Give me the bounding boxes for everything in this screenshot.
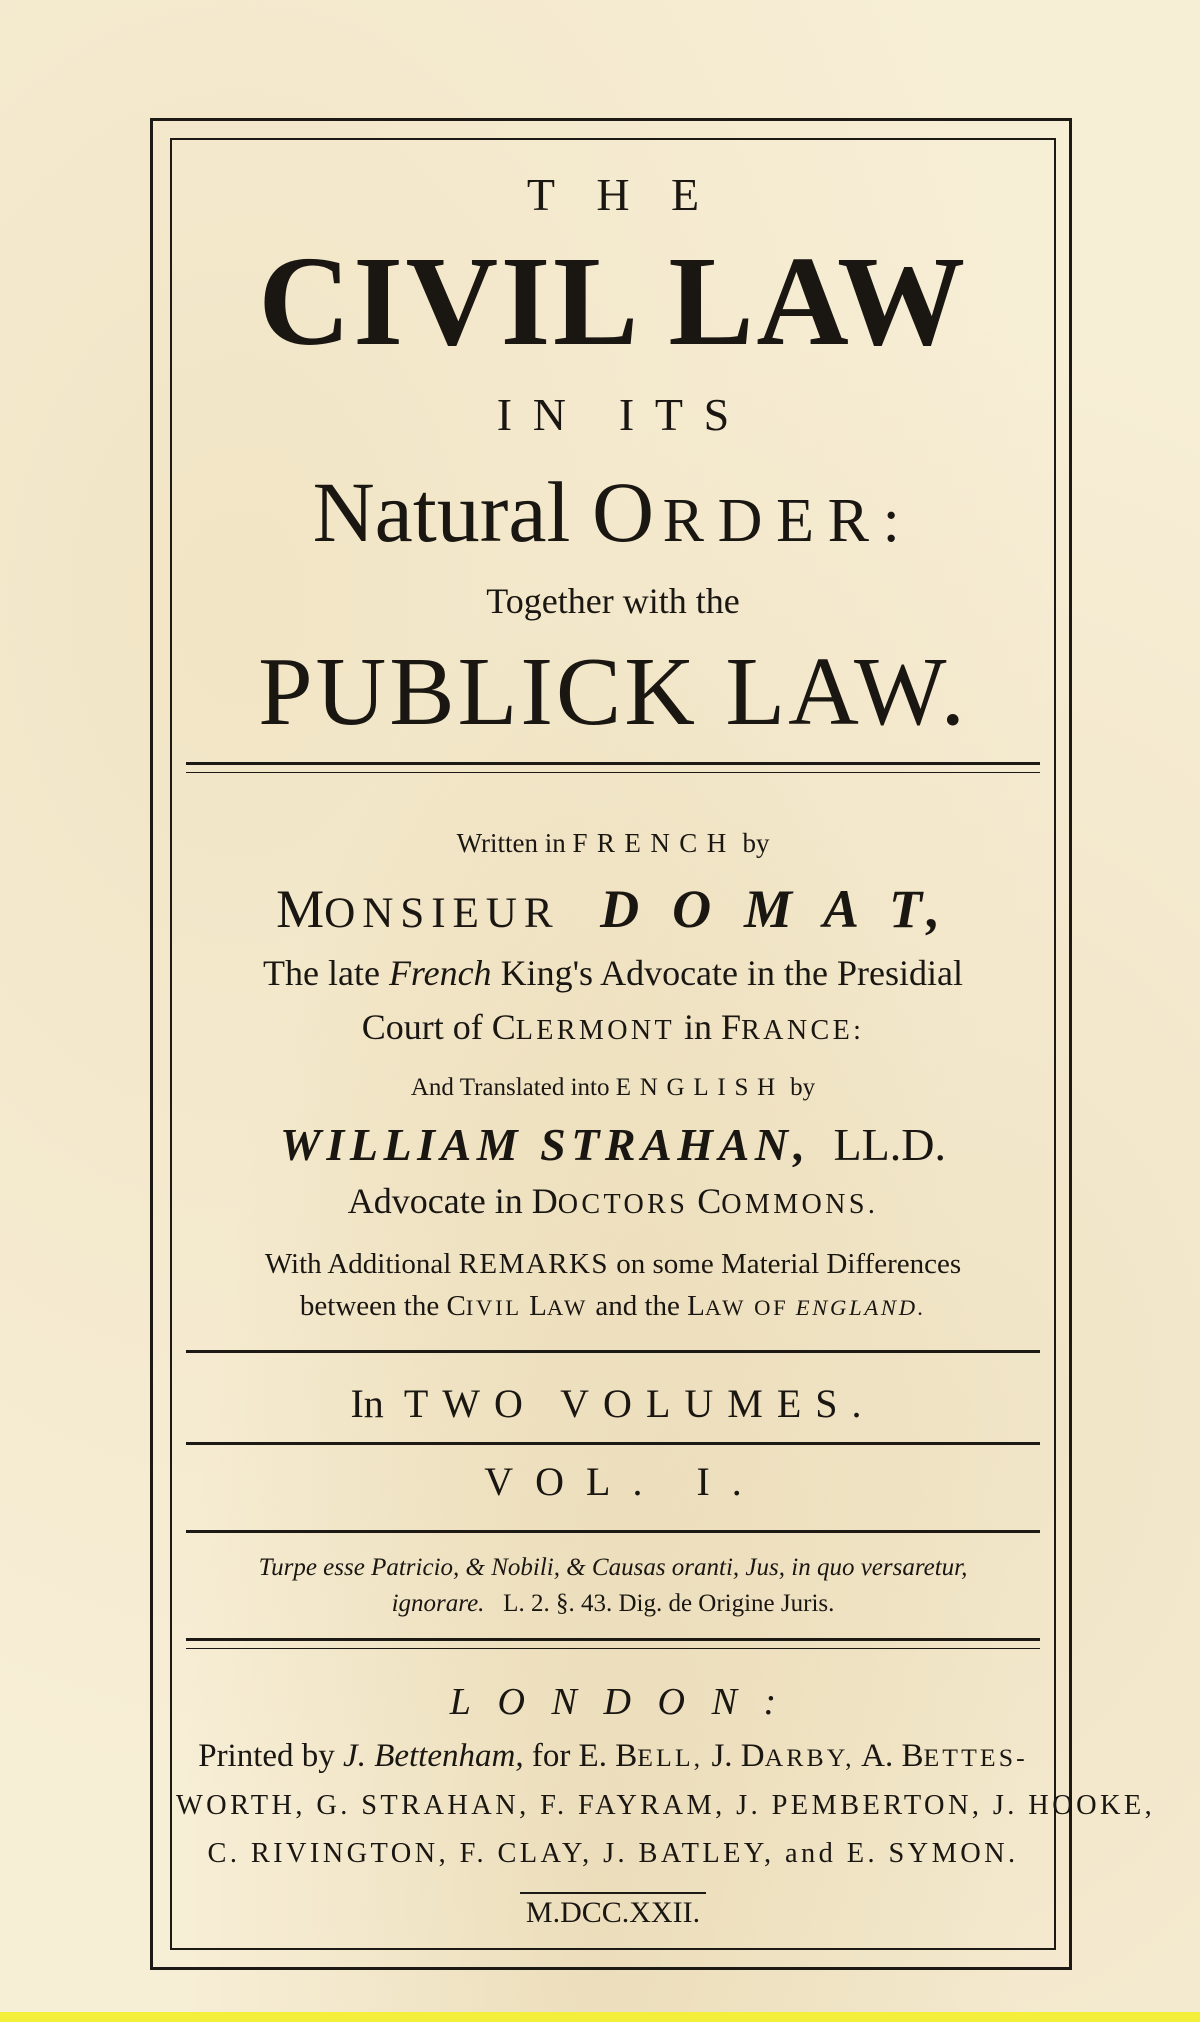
clermont-rest: LERMONT <box>515 1015 676 1046</box>
two-volumes <box>176 1380 1050 1427</box>
author-description <box>176 952 1050 994</box>
darby-rest: ARBY, <box>764 1743 855 1772</box>
doctors-rest: OCTORS <box>557 1189 689 1220</box>
monsieur-initial: M <box>276 879 325 939</box>
two-volumes-text: TWO VOLUMES. <box>403 1381 876 1426</box>
imprint-names-3: C. RIVINGTON, F. CLAY, J. BATLEY, and E. SYMON. <box>207 1838 1019 1869</box>
rem2-and: and the <box>595 1290 680 1322</box>
written-language: FRENCH <box>572 828 736 858</box>
motto-line-2 <box>176 1590 1050 1618</box>
law-of-initial: L <box>687 1290 705 1322</box>
bell-rest: ELL, <box>637 1743 704 1772</box>
title-publick-law: PUBLICK LAW. <box>258 638 968 746</box>
bell-initial: for E. B <box>531 1738 638 1774</box>
written-in-french <box>176 828 1050 859</box>
divider-rule <box>186 1442 1040 1445</box>
commons-rest: OMMONS. <box>721 1189 879 1220</box>
remarks-word: REMARKS <box>458 1248 609 1280</box>
trans-language: ENGLISH <box>615 1074 784 1101</box>
remarks-prefix: With Additional <box>264 1248 452 1280</box>
written-by: by <box>742 828 770 858</box>
advocate-prefix: Advocate in <box>347 1181 523 1221</box>
date-text: M.DCC.XXII. <box>520 1892 706 1930</box>
title-civil-law: CIVIL LAW <box>258 230 968 372</box>
imprint-line-2 <box>176 1786 1156 1823</box>
publication-date <box>176 1892 1050 1930</box>
remarks-line-2 <box>176 1290 1050 1323</box>
clermont-initial: C <box>491 1007 516 1047</box>
together-with: Together with the <box>486 581 740 621</box>
civil-rest: IVIL <box>465 1295 522 1320</box>
motto-ignorare: ignorare. <box>391 1590 485 1617</box>
law-of-rest: AW OF <box>704 1295 789 1320</box>
late-french: French <box>388 953 492 993</box>
law-initial: L <box>529 1290 547 1322</box>
advocate-line <box>176 1180 1050 1222</box>
doctors-initial: D <box>531 1181 558 1221</box>
title-in-its: IN ITS <box>496 389 750 440</box>
trans-by: by <box>790 1074 816 1101</box>
motto-reference: L. 2. §. 43. Dig. de Origine Juris. <box>503 1590 835 1617</box>
divider-rule <box>186 762 1040 765</box>
written-prefix: Written in <box>456 828 566 858</box>
order-rest: RDER: <box>662 487 914 555</box>
divider-rule <box>186 772 1040 773</box>
author-surname: D O M A T, <box>600 879 950 939</box>
france-rest: RANCE: <box>741 1015 865 1046</box>
translator-degree: LL.D. <box>833 1119 946 1170</box>
commons-initial: C <box>697 1181 722 1221</box>
translated-into-english <box>176 1074 1050 1102</box>
civil-initial: C <box>446 1290 466 1322</box>
printer-name: J. Bettenham, <box>343 1738 524 1774</box>
bettes-rest: ETTES- <box>923 1743 1028 1772</box>
rem2-prefix: between the <box>299 1290 440 1322</box>
court-in: in <box>684 1007 713 1047</box>
volume-number: VOL. I. <box>484 1459 764 1504</box>
order-initial: O <box>591 464 663 560</box>
printed-by: Printed by <box>198 1738 335 1774</box>
imprint-line-1 <box>176 1738 1050 1775</box>
motto-line-1: Turpe esse Patricio, & Nobili, & Causas oranti, Jus, in quo versaretur, <box>258 1554 968 1581</box>
remarks-line-1 <box>176 1248 1050 1281</box>
title-page <box>176 140 1156 1946</box>
trans-prefix: And Translated into <box>410 1074 610 1101</box>
court-of: Court of <box>361 1007 483 1047</box>
late-rest: King's Advocate in the Presidial <box>500 953 963 993</box>
divider-rule <box>186 1530 1040 1533</box>
title-natural-order <box>176 462 1050 562</box>
translator: WILLIAM STRAHAN, <box>280 1119 811 1170</box>
england: ENGLAND. <box>795 1295 927 1320</box>
divider-rule <box>186 1648 1040 1649</box>
title-the: THE <box>526 169 741 220</box>
two-in: In <box>350 1381 384 1426</box>
late-prefix: The late <box>263 953 380 993</box>
bettes-initial: A. B <box>861 1738 924 1774</box>
author-name <box>176 878 1050 940</box>
imprint-line-3 <box>176 1834 1050 1871</box>
translator-name <box>176 1118 1050 1171</box>
divider-rule <box>186 1638 1040 1641</box>
france-initial: F <box>721 1007 742 1047</box>
divider-rule <box>186 1350 1040 1353</box>
imprint-names-2: WORTH, G. STRAHAN, F. FAYRAM, J. PEMBERTON, J. HOOKE, <box>176 1790 1156 1821</box>
imprint-london: LONDON: <box>449 1681 803 1723</box>
law-rest: AW <box>546 1295 589 1320</box>
monsieur-rest: ONSIEUR <box>324 890 560 937</box>
natural-word: Natural <box>312 464 571 560</box>
remarks-rest: on some Material Differences <box>616 1248 962 1280</box>
court-line <box>176 1006 1050 1048</box>
darby-initial: J. D <box>711 1738 765 1774</box>
scan-edge <box>0 2012 1200 2022</box>
